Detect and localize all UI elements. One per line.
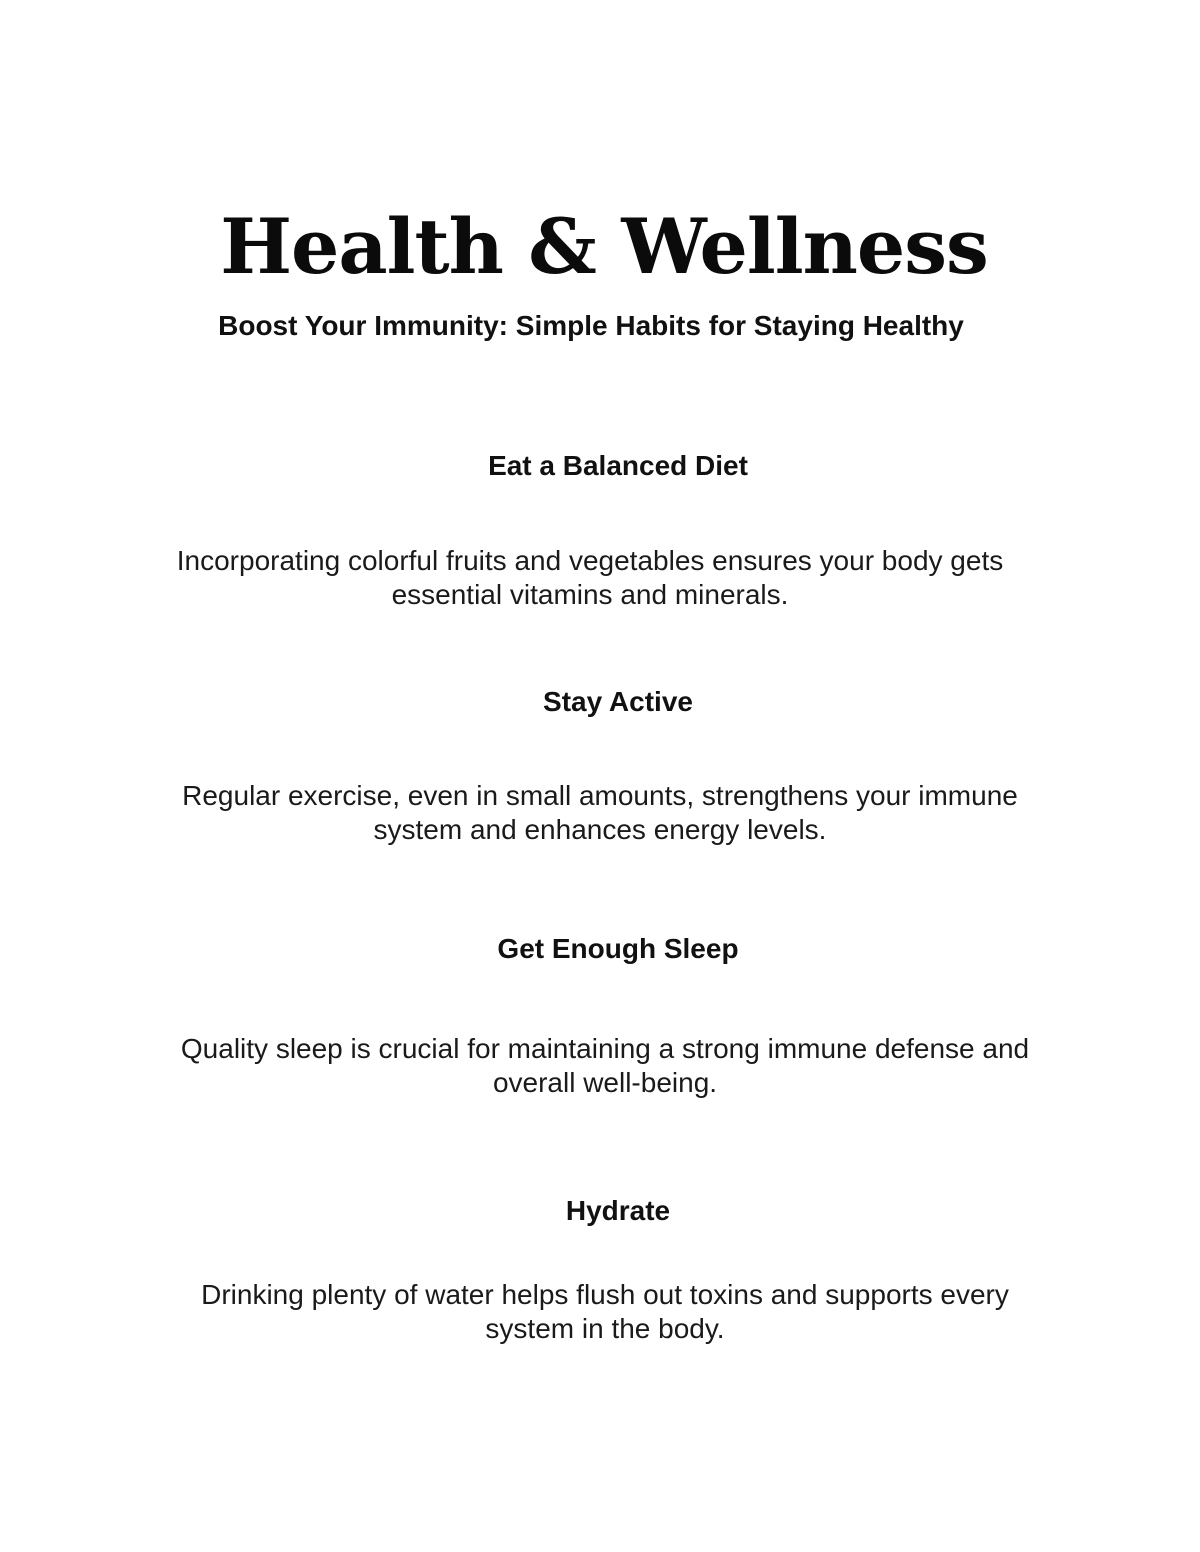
section-heading-hydrate: Hydrate [565, 1195, 671, 1226]
page-subtitle: Boost Your Immunity: Simple Habits for Staying Healthy [218, 310, 964, 341]
section-heading-balanced-diet: Eat a Balanced Diet [488, 450, 748, 481]
section-body-balanced-diet: Incorporating colorful fruits and vegetables ensures your body gets essential vitamins and minerals. [176, 545, 1004, 610]
section-body-hydrate: Drinking plenty of water helps flush out toxins and supports every system in the body. [201, 1279, 1009, 1344]
section-heading-stay-active: Stay Active [543, 686, 693, 717]
section-body-stay-active: Regular exercise, even in small amounts, strengthens your immune system and enhances energy levels. [182, 780, 1018, 845]
page-title: Health & Wellness [220, 202, 988, 291]
section-body-sleep: Quality sleep is crucial for maintaining a strong immune defense and overall well-being. [180, 1033, 1030, 1098]
section-heading-sleep: Get Enough Sleep [497, 933, 739, 964]
